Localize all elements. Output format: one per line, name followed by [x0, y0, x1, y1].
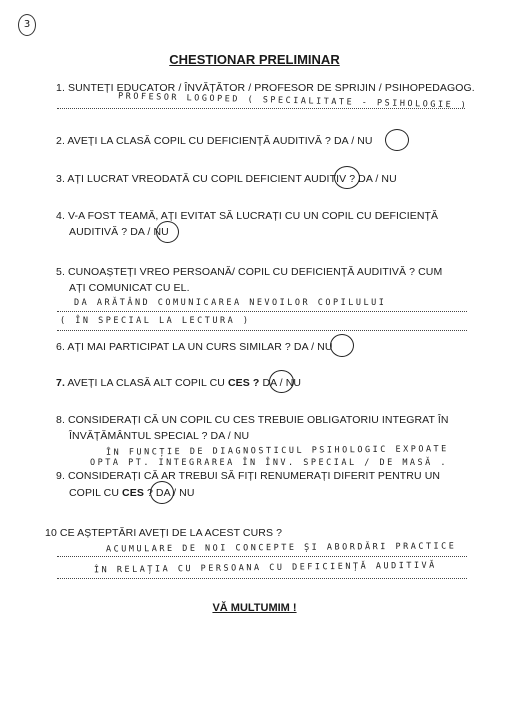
- question-9-line-1: 9. CONSIDERAȚI CĂ AR TREBUI SĂ FIȚI RENUMERAȚI DIFERIT PENTRU UN: [56, 470, 441, 482]
- question-4-line-2: AUDITIVĂ ? DA / NU: [69, 226, 169, 238]
- question-8-line-1: 8. CONSIDERAȚI CĂ UN COPIL CU CES TREBUIE OBLIGATORIU INTEGRAT ÎN: [56, 414, 449, 426]
- selection-circle-7: [269, 370, 294, 393]
- page-title: CHESTIONAR PRELIMINAR: [169, 52, 340, 67]
- question-7: [56, 377, 301, 389]
- question-9-prefix: COPIL CU: [69, 487, 120, 499]
- answer-8-line-1: ÎN FUNCȚIE DE DIAGNOSTICUL PSIHOLOGIC EXPOATE: [105, 444, 449, 458]
- selection-circle-2: [385, 129, 409, 151]
- question-5-line-1: 5. CUNOAȘTEȚI VREO PERSOANĂ/ COPIL CU DEFICIENȚĂ AUDITIVĂ ? CUM: [56, 266, 443, 278]
- answer-5-line-2: ( ÎN SPECIAL LA LECTURA ): [60, 316, 251, 326]
- question-10: 10 CE AȘTEPTĂRI AVEȚI DE LA ACEST CURS ?: [45, 527, 283, 539]
- question-9-line-2: [69, 487, 195, 499]
- answer-5-line-1: DA ARĂTÂND COMUNICAREA NEVOILOR COPILULUI: [74, 298, 387, 308]
- question-3: 3. AȚI LUCRAT VREODATĂ CU COPIL DEFICIENT AUDITIV ? DA / NU: [56, 173, 397, 185]
- selection-circle-9: [150, 481, 174, 504]
- answer-line-5a: [57, 311, 467, 312]
- question-1: 1. SUNTEȚI EDUCATOR / ÎNVĂȚĂTOR / PROFESOR DE SPRIJIN / PSIHOPEDAGOG.: [56, 82, 475, 94]
- question-7-text: AVEȚI LA CLASĂ ALT COPIL CU: [67, 377, 225, 389]
- question-4-line-1: 4. V-A FOST TEAMĂ, AȚI EVITAT SĂ LUCRAȚI CU UN COPIL CU DEFICIENȚĂ: [56, 210, 439, 222]
- page-number: 3: [18, 14, 36, 36]
- question-8-line-2: ÎNVĂȚĂMÂNTUL SPECIAL ? DA / NU: [69, 430, 250, 442]
- answer-line-5b: [57, 330, 467, 331]
- question-6: 6. AȚI MAI PARTICIPAT LA UN CURS SIMILAR ? DA / NU: [56, 341, 333, 353]
- question-7-answer: DA / NU: [262, 377, 302, 389]
- question-9-ces: CES: [122, 487, 144, 499]
- answer-10-line-1: ACUMULARE DE NOI CONCEPTE ȘI ABORDĂRI PRACTICE: [105, 541, 457, 555]
- answer-1: PROFESOR LOGOPED ( SPECIALITATE - PSIHOLOGIE ): [117, 91, 469, 111]
- closing-text: VĂ MULTUMIM !: [212, 602, 297, 614]
- selection-circle-3: [334, 166, 360, 189]
- question-2: 2. AVEȚI LA CLASĂ COPIL CU DEFICIENȚĂ AUDITIVĂ ? DA / NU: [56, 135, 373, 147]
- question-9-answer: ? DA / NU: [146, 487, 195, 499]
- answer-line-10b: [57, 578, 467, 579]
- question-7-number: 7.: [56, 377, 65, 389]
- selection-circle-6: [330, 334, 354, 357]
- question-5-line-2: AȚI COMUNICAT CU EL.: [69, 282, 190, 294]
- selection-circle-4: [156, 221, 179, 243]
- answer-line-10a: [57, 556, 467, 557]
- question-7-ces: CES ?: [228, 377, 260, 389]
- answer-8-line-2: OPTA PT. INTEGRAREA ÎN ÎNV. SPECIAL / DE MASĂ .: [90, 458, 449, 468]
- answer-10-line-2: ÎN RELAȚIA CU PERSOANA CU DEFICIENȚĂ AUDITIVĂ: [93, 560, 437, 576]
